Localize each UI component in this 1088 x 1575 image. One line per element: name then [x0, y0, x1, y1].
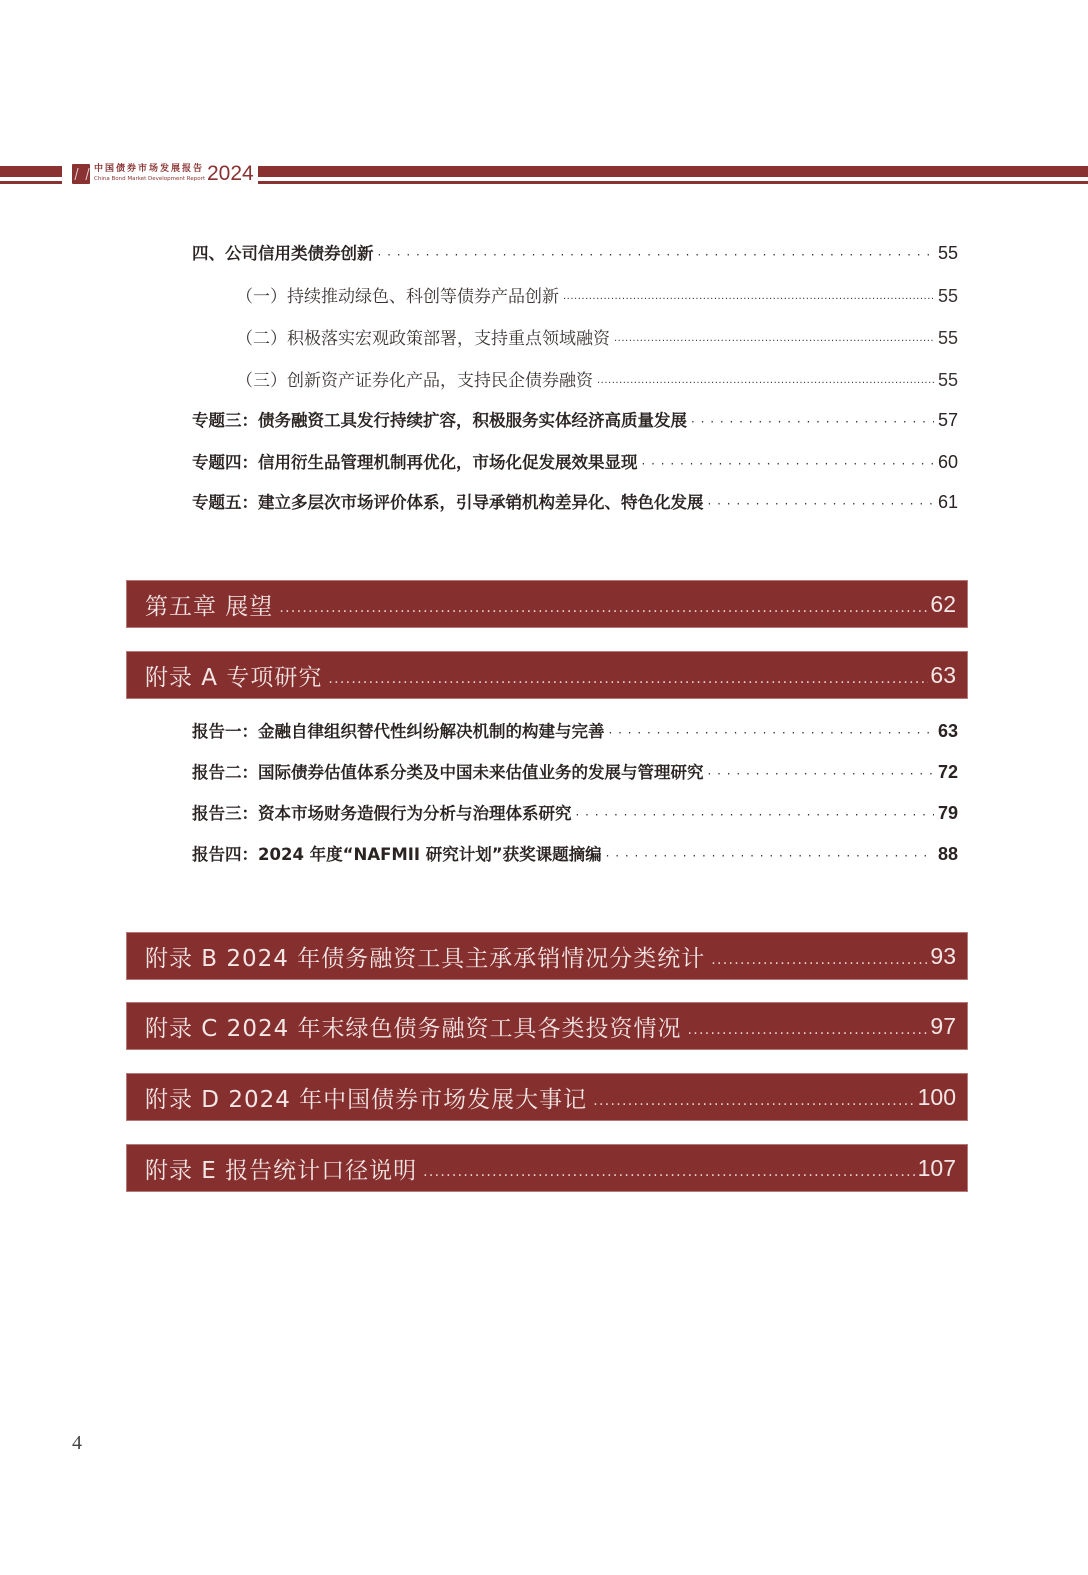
toc-bar-page: 93: [930, 942, 956, 969]
dot-leader: [378, 248, 934, 262]
dot-leader: [593, 1093, 915, 1121]
header-rule-left-thin: [0, 181, 62, 184]
toc-entry-label: 专题五：建立多层次市场评价体系，引导承销机构差异化、特色化发展: [192, 493, 704, 512]
toc-entry-section-four[interactable]: [192, 240, 958, 264]
toc-entry-topic-5[interactable]: [192, 489, 958, 513]
toc-entry-page: 79: [937, 803, 958, 823]
dot-leader: [711, 952, 928, 980]
toc-entry-page: 72: [937, 762, 958, 782]
toc-appendix-e-bar[interactable]: [126, 1144, 968, 1192]
dot-leader: [609, 726, 934, 740]
toc-entry-label: 报告四：2024 年度“NAFMII 研究计划”获奖课题摘编: [192, 845, 602, 864]
toc-entry-label: （二）积极落实宏观政策部署，支持重点领域融资: [236, 329, 610, 349]
toc-entry-topic-4[interactable]: [192, 449, 958, 473]
toc-bar-page: 63: [930, 661, 956, 688]
toc-bar-label: 附录 A 专项研究: [145, 664, 323, 691]
dot-leader: [642, 457, 934, 471]
toc-entry-page: 55: [937, 286, 958, 306]
toc-entry-sub-3[interactable]: [236, 366, 958, 391]
dot-leader: [597, 378, 934, 389]
header-rule-right-thin: [258, 181, 1088, 184]
toc-entry-page: 88: [937, 844, 958, 864]
toc-entry-report-1[interactable]: [192, 718, 958, 742]
toc-entry-label: 专题四：信用衍生品管理机制再优化，市场化促发展效果显现: [192, 453, 638, 472]
dot-leader: [688, 1022, 929, 1050]
header-title-en: China Bond Market Development Report: [94, 176, 205, 182]
toc-entry-page: 55: [937, 243, 958, 263]
toc-bar-page: 97: [930, 1012, 956, 1039]
toc-bar-label: 附录 C 2024 年末绿色债务融资工具各类投资情况: [145, 1015, 682, 1042]
toc-entry-label: 报告二：国际债券估值体系分类及中国未来估值业务的发展与管理研究: [192, 763, 704, 782]
toc-entry-topic-3[interactable]: [192, 407, 958, 431]
toc-entry-sub-2[interactable]: [236, 324, 958, 349]
toc-entry-label: 四、公司信用类债券创新: [192, 244, 374, 263]
toc-appendix-c-bar[interactable]: [126, 1002, 968, 1050]
page-number: 4: [72, 1432, 82, 1454]
dot-leader: [279, 600, 928, 628]
toc-entry-report-3[interactable]: [192, 800, 958, 824]
nafmii-logo-icon: [72, 164, 90, 184]
header-rule-left-thick: [0, 166, 62, 177]
header-title-cn: 中国债券市场发展报告: [94, 164, 205, 174]
header-year: 2024: [207, 162, 254, 185]
dot-leader: [328, 671, 928, 699]
toc-entry-label: 专题三：债务融资工具发行持续扩容，积极服务实体经济高质量发展: [192, 411, 687, 430]
toc-entry-page: 55: [937, 370, 958, 390]
toc-bar-page: 100: [917, 1083, 956, 1110]
toc-entry-report-2[interactable]: [192, 759, 958, 783]
toc-entry-page: 55: [937, 328, 958, 348]
toc-entry-label: 报告三：资本市场财务造假行为分析与治理体系研究: [192, 804, 572, 823]
toc-bar-label: 附录 E 报告统计口径说明: [145, 1157, 418, 1184]
dot-leader: [691, 415, 934, 429]
dot-leader: [708, 497, 934, 511]
dot-leader: [576, 808, 934, 822]
toc-entry-page: 61: [937, 492, 958, 512]
dot-leader: [606, 849, 934, 863]
toc-appendix-d-bar[interactable]: [126, 1073, 968, 1121]
toc-entry-page: 63: [937, 721, 958, 741]
toc-appendix-a-bar[interactable]: [126, 651, 968, 699]
toc-entry-page: 57: [937, 410, 958, 430]
toc-entry-report-4[interactable]: [192, 841, 958, 865]
toc-bar-label: 附录 D 2024 年中国债券市场发展大事记: [145, 1086, 588, 1113]
toc-appendix-b-bar[interactable]: [126, 932, 968, 980]
dot-leader: [423, 1164, 915, 1192]
toc-entry-label: （一）持续推动绿色、科创等债券产品创新: [236, 287, 559, 307]
dot-leader: [614, 336, 934, 347]
toc-entry-page: 60: [937, 452, 958, 472]
toc-entry-sub-1[interactable]: [236, 282, 958, 307]
header-rule-right-thick: [258, 166, 1088, 177]
dot-leader: [708, 767, 934, 781]
toc-entry-label: （三）创新资产证券化产品，支持民企债券融资: [236, 371, 593, 391]
toc-bar-page: 62: [930, 590, 956, 617]
toc-bar-page: 107: [917, 1154, 956, 1181]
toc-chapter-five-bar[interactable]: [126, 580, 968, 628]
toc-entry-label: 报告一：金融自律组织替代性纠纷解决机制的构建与完善: [192, 722, 605, 741]
toc-bar-label: 第五章 展望: [145, 593, 274, 620]
dot-leader: [563, 294, 934, 305]
toc-bar-label: 附录 B 2024 年债务融资工具主承承销情况分类统计: [145, 945, 706, 972]
